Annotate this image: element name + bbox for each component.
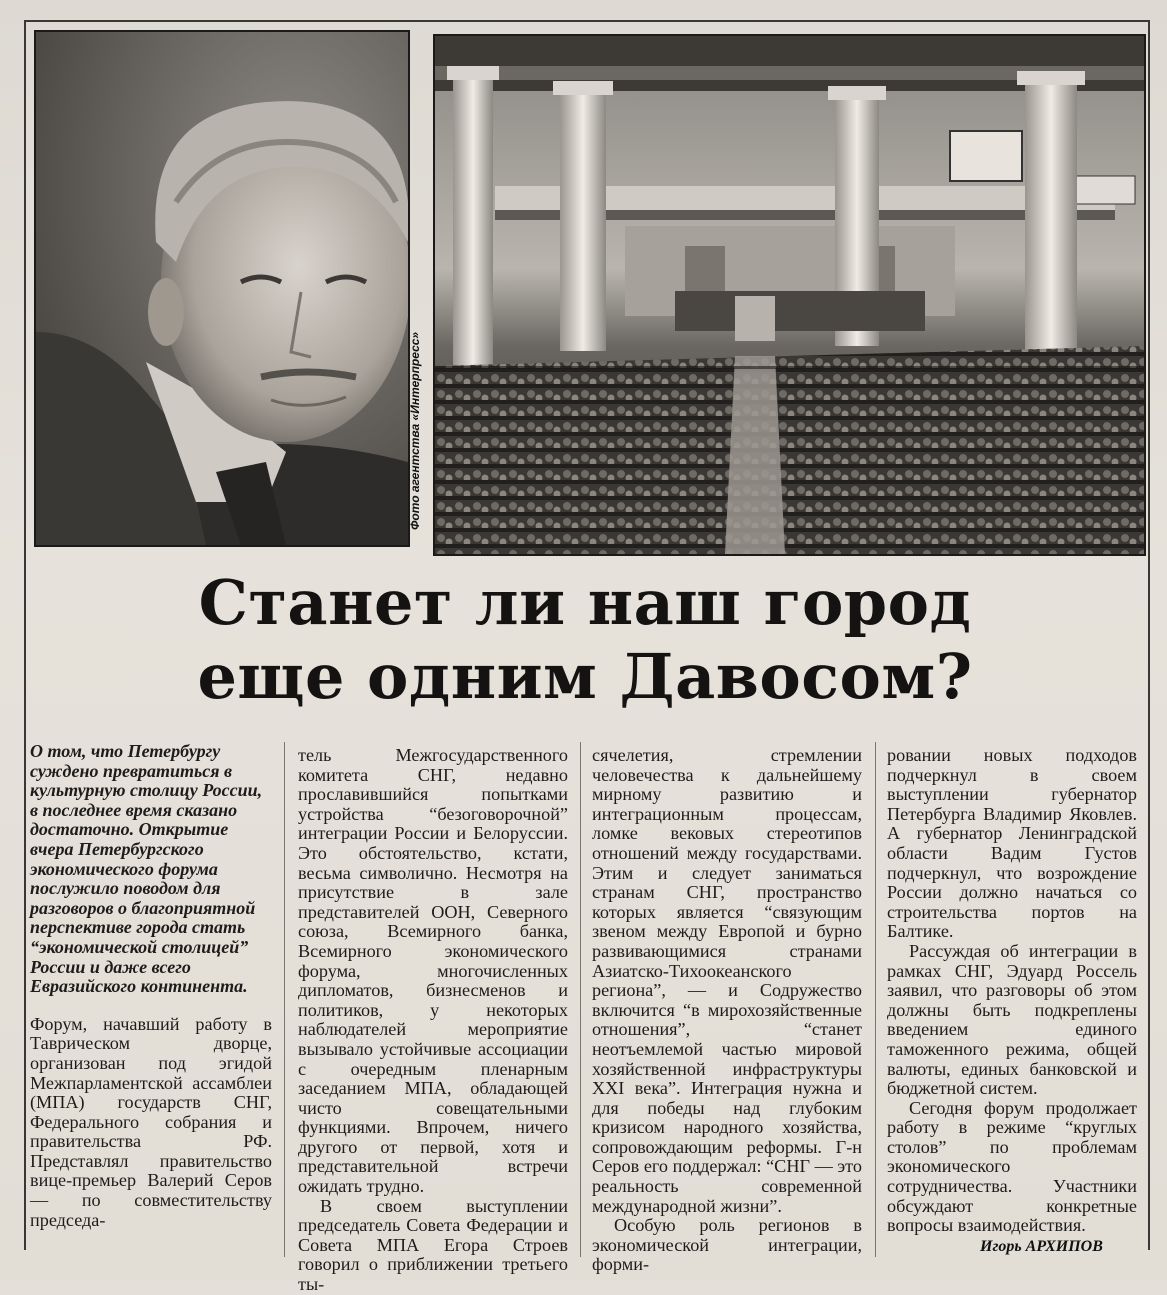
photo-credit: Фото агентства «Интерпресс»: [408, 331, 422, 530]
col2-paragraph-2: В своем выступлении председатель Совета Федерации и Совета МПА Егора Строев говорил о приближении третьего ты-: [298, 1195, 568, 1295]
article-column-1: [30, 742, 272, 1230]
col4-paragraph-3: Сегодня форум продолжает работу в режиме “круглых столов” по проблемам экономического сотрудничества. Участники обсуждают конкретные вопросы взаимодействия.: [887, 1097, 1137, 1236]
col3-paragraph-2: Особую роль регионов в экономической интеграции, форми-: [592, 1215, 862, 1275]
col4-paragraph-2: Рассуждая об интеграции в рамках СНГ, Эдуард Россель заявил, что разговоры об этом должны быть подкреплены введением единого таможенного режима, общей валюты, единых банковской и бюджетной систем.: [887, 940, 1137, 1099]
headline-line-2: еще одним Давосом?: [197, 640, 973, 714]
col1-paragraph-1: Форум, начавший работу в Таврическом дворце, организован под эгидой Межпарламентской ассамблеи (МПА) государств СНГ, Федерального собрания и правительства РФ. Представлял правительство вице-премьер Валерий Серов — по совместительству председа-: [30, 1013, 272, 1230]
article-column-2: [298, 746, 568, 1295]
column-divider-1: [284, 742, 285, 1257]
lead-paragraph: О том, что Петербургу суждено превратиться в культурную столицу России, в последнее время сказано достаточно. Открытие вчера Петербургского экономического форума послужило поводом для разговоров о благоприятной перспективе города стать “экономической столицей” России и даже всего Евразийского континента.: [30, 741, 263, 997]
article-column-3: [592, 746, 862, 1275]
col4-paragraph-1: ровании новых подходов подчеркнул в своем выступлении губернатор Петербурга Владимир Яковлев. А губернатор Ленинградской области Вадим Густов подчеркнул, что возрождение России должно начаться со строительства портов на Балтике.: [887, 745, 1137, 942]
hall-photo: [433, 34, 1146, 556]
article-column-4: [887, 746, 1137, 1236]
author-byline: Игорь АРХИПОВ: [980, 1238, 1103, 1255]
left-rule: [24, 20, 26, 1250]
col2-paragraph-1: тель Межгосударственного комитета СНГ, недавно прославившийся попытками устройства “безоговорочной” интеграции России и Белоруссии. Это обстоятельство, кстати, весьма символично. Несмотря на присутствие в зале представителей ООН, Северного союза, Всемирного банка, Всемирного экономического форума, многочисленных дипломатов, бизнесменов и политиков, у некоторых наблюдателей мероприятие вызывало устойчивые ассоциации с очередным пленарным заседанием МПА, обладающей чисто совещательными функциями. Впрочем, ничего другого от первой, хотя и представительной встречи ожидать трудно.: [298, 745, 568, 1197]
column-divider-3: [875, 742, 876, 1257]
col3-paragraph-1: сячелетия, стремлении человечества к дальнейшему мирному развитию и интеграционным процессам, ломке вековых стереотипов отношений между государствами. Этим и следует заниматься странам СНГ, пространство которых является “связующим звеном между Европой и бурно развивающимися странами Азиатско-Тихоокеанского региона”, — и Содружество включится “в мирохозяйственные отношения”, “станет неотъемлемой частью мировой хозяйственной инфраструктуры XXI века”. Интеграция нужна и для победы над глубоким кризисом народного хозяйства, сопровождающим реформы. Г-н Серов его поддержал: “СНГ — это реальность современной международной жизни”.: [592, 745, 862, 1216]
column-divider-2: [580, 742, 581, 1257]
headline: [30, 566, 1140, 715]
headline-line-1: Станет ли наш город: [198, 566, 972, 639]
portrait-photo: [34, 30, 410, 547]
right-rule: [1148, 20, 1150, 1250]
top-rule: [24, 20, 1150, 22]
